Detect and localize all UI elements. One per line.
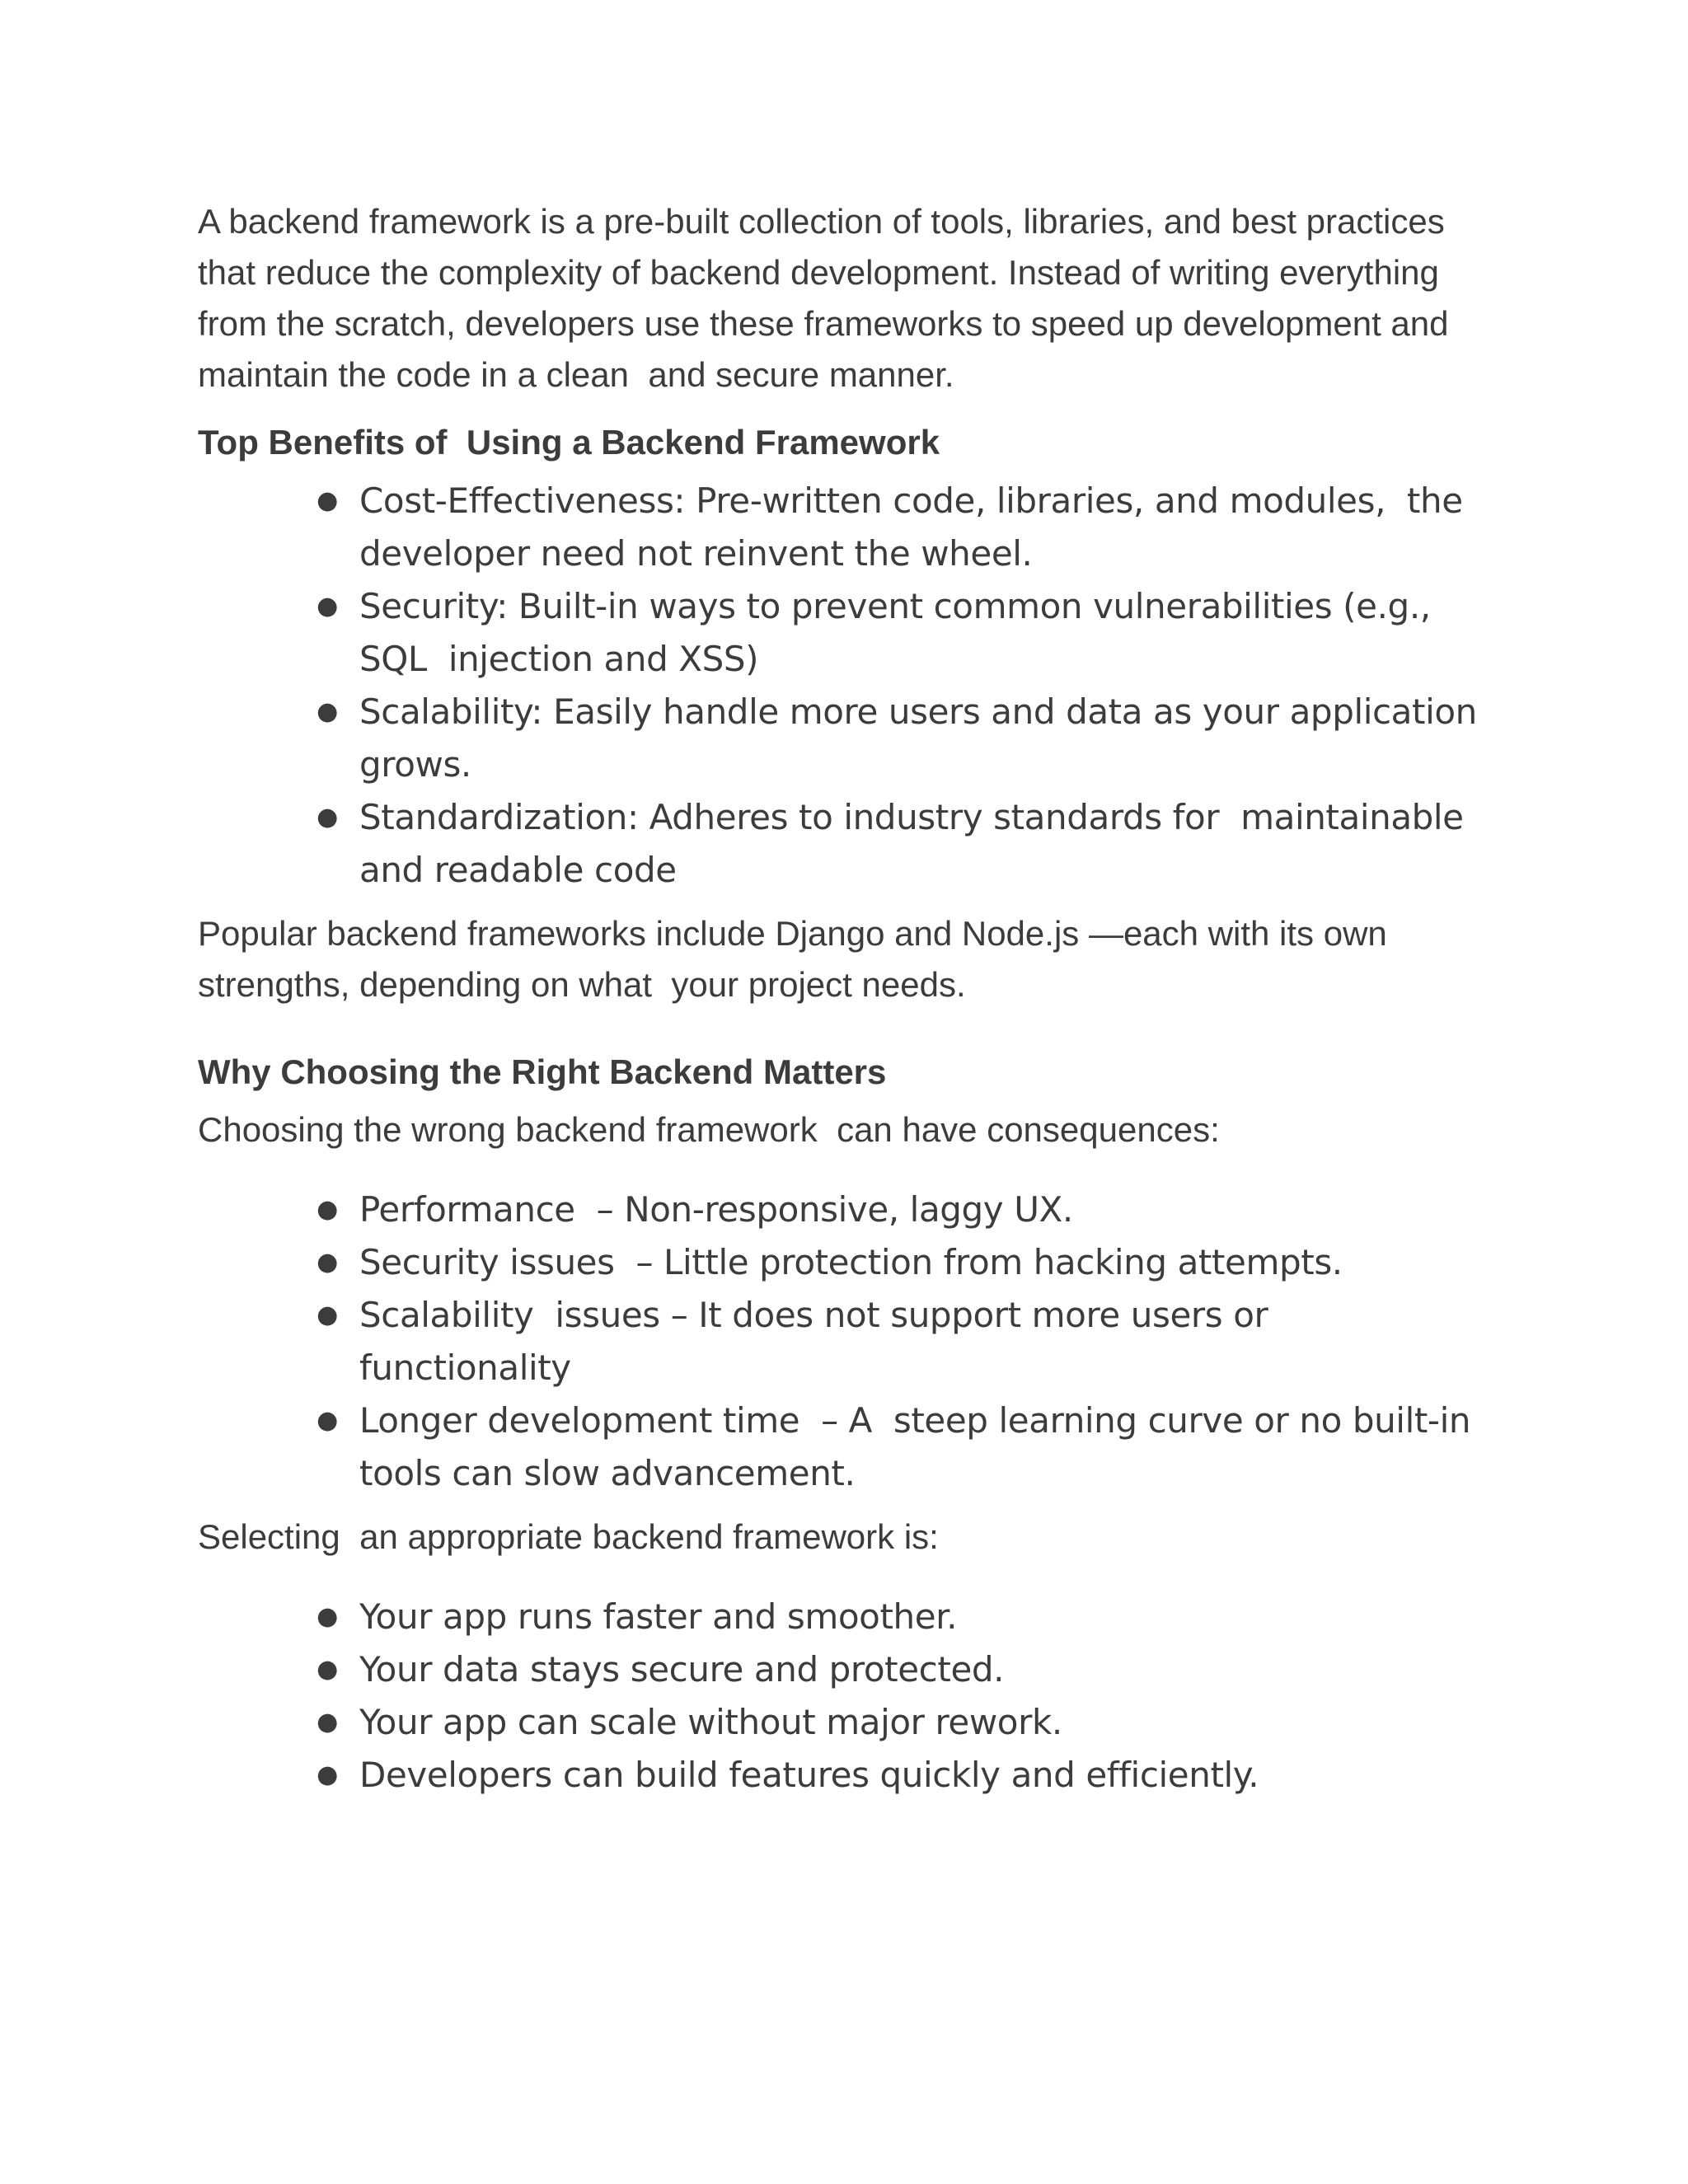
bullet-icon: ● [316,592,338,621]
list-item [316,475,1484,580]
list-item-text: Performance – Non-responsive, laggy UX. [359,1189,1073,1230]
list-item [316,1394,1484,1500]
list-item [316,1591,1484,1643]
list-item [316,791,1484,897]
outcomes-list [198,1591,1484,1802]
list-item-text: Developers can build features quickly and efficiently. [359,1755,1259,1795]
list-item [316,1696,1484,1749]
list-item-text: Cost-Effectiveness: Pre-written code, libraries, and modules, the developer need not reinvent the wheel. [359,480,1474,574]
bullet-icon: ● [316,1708,338,1736]
document-content [198,196,1488,1802]
list-item-text: Your data stays secure and protected. [359,1649,1005,1690]
benefits-list [198,475,1488,897]
list-item [316,1749,1484,1802]
list-item [316,1236,1484,1289]
list-item [316,1289,1484,1394]
bullet-icon: ● [316,1602,338,1631]
list-item [316,1183,1484,1236]
bullet-icon: ● [316,1655,338,1684]
bullet-icon: ● [316,486,338,515]
why-intro-paragraph: Choosing the wrong backend framework can have consequences: [198,1110,1220,1149]
list-item-text: Scalability issues – It does not support more users or functionality [359,1295,1279,1388]
selecting-intro-paragraph: Selecting an appropriate backend framework is: [198,1517,939,1556]
list-item [316,580,1484,686]
bullet-icon: ● [316,1760,338,1789]
list-item [316,686,1488,791]
bullet-icon: ● [316,803,338,832]
list-item-text: Scalability: Easily handle more users and data as your application grows. [359,691,1488,785]
popular-frameworks-paragraph: Popular backend frameworks include Django and Node.js —each with its own strengths, depending on what your project needs. [198,914,1397,1004]
list-item-text: Security issues – Little protection from hacking attempts. [359,1242,1343,1282]
list-item-text: Standardization: Adheres to industry standards for maintainable and readable code [359,797,1475,890]
bullet-icon: ● [316,1195,338,1224]
why-heading: Why Choosing the Right Backend Matters [198,1052,887,1091]
list-item-text: Longer development time – A steep learning curve or no built-in tools can slow advancement. [359,1400,1482,1493]
benefits-heading: Top Benefits of Using a Backend Framework [198,423,940,462]
intro-paragraph: A backend framework is a pre-built collection of tools, libraries, and best practices that reduce the complexity of backend development. Instead of writing everything from the scratch, developers use these frameworks to speed up development and maintain the code in a clean and secure manner. [198,202,1459,394]
bullet-icon: ● [316,1406,338,1435]
bullet-icon: ● [316,1248,338,1277]
list-item-text: Security: Built-in ways to prevent common vulnerabilities (e.g., SQL injection and XSS) [359,586,1442,679]
list-item-text: Your app runs faster and smoother. [359,1596,958,1637]
bullet-icon: ● [316,1301,338,1329]
list-item [316,1643,1484,1696]
bullet-icon: ● [316,697,338,726]
consequences-list [198,1183,1484,1500]
list-item-text: Your app can scale without major rework. [359,1702,1062,1742]
